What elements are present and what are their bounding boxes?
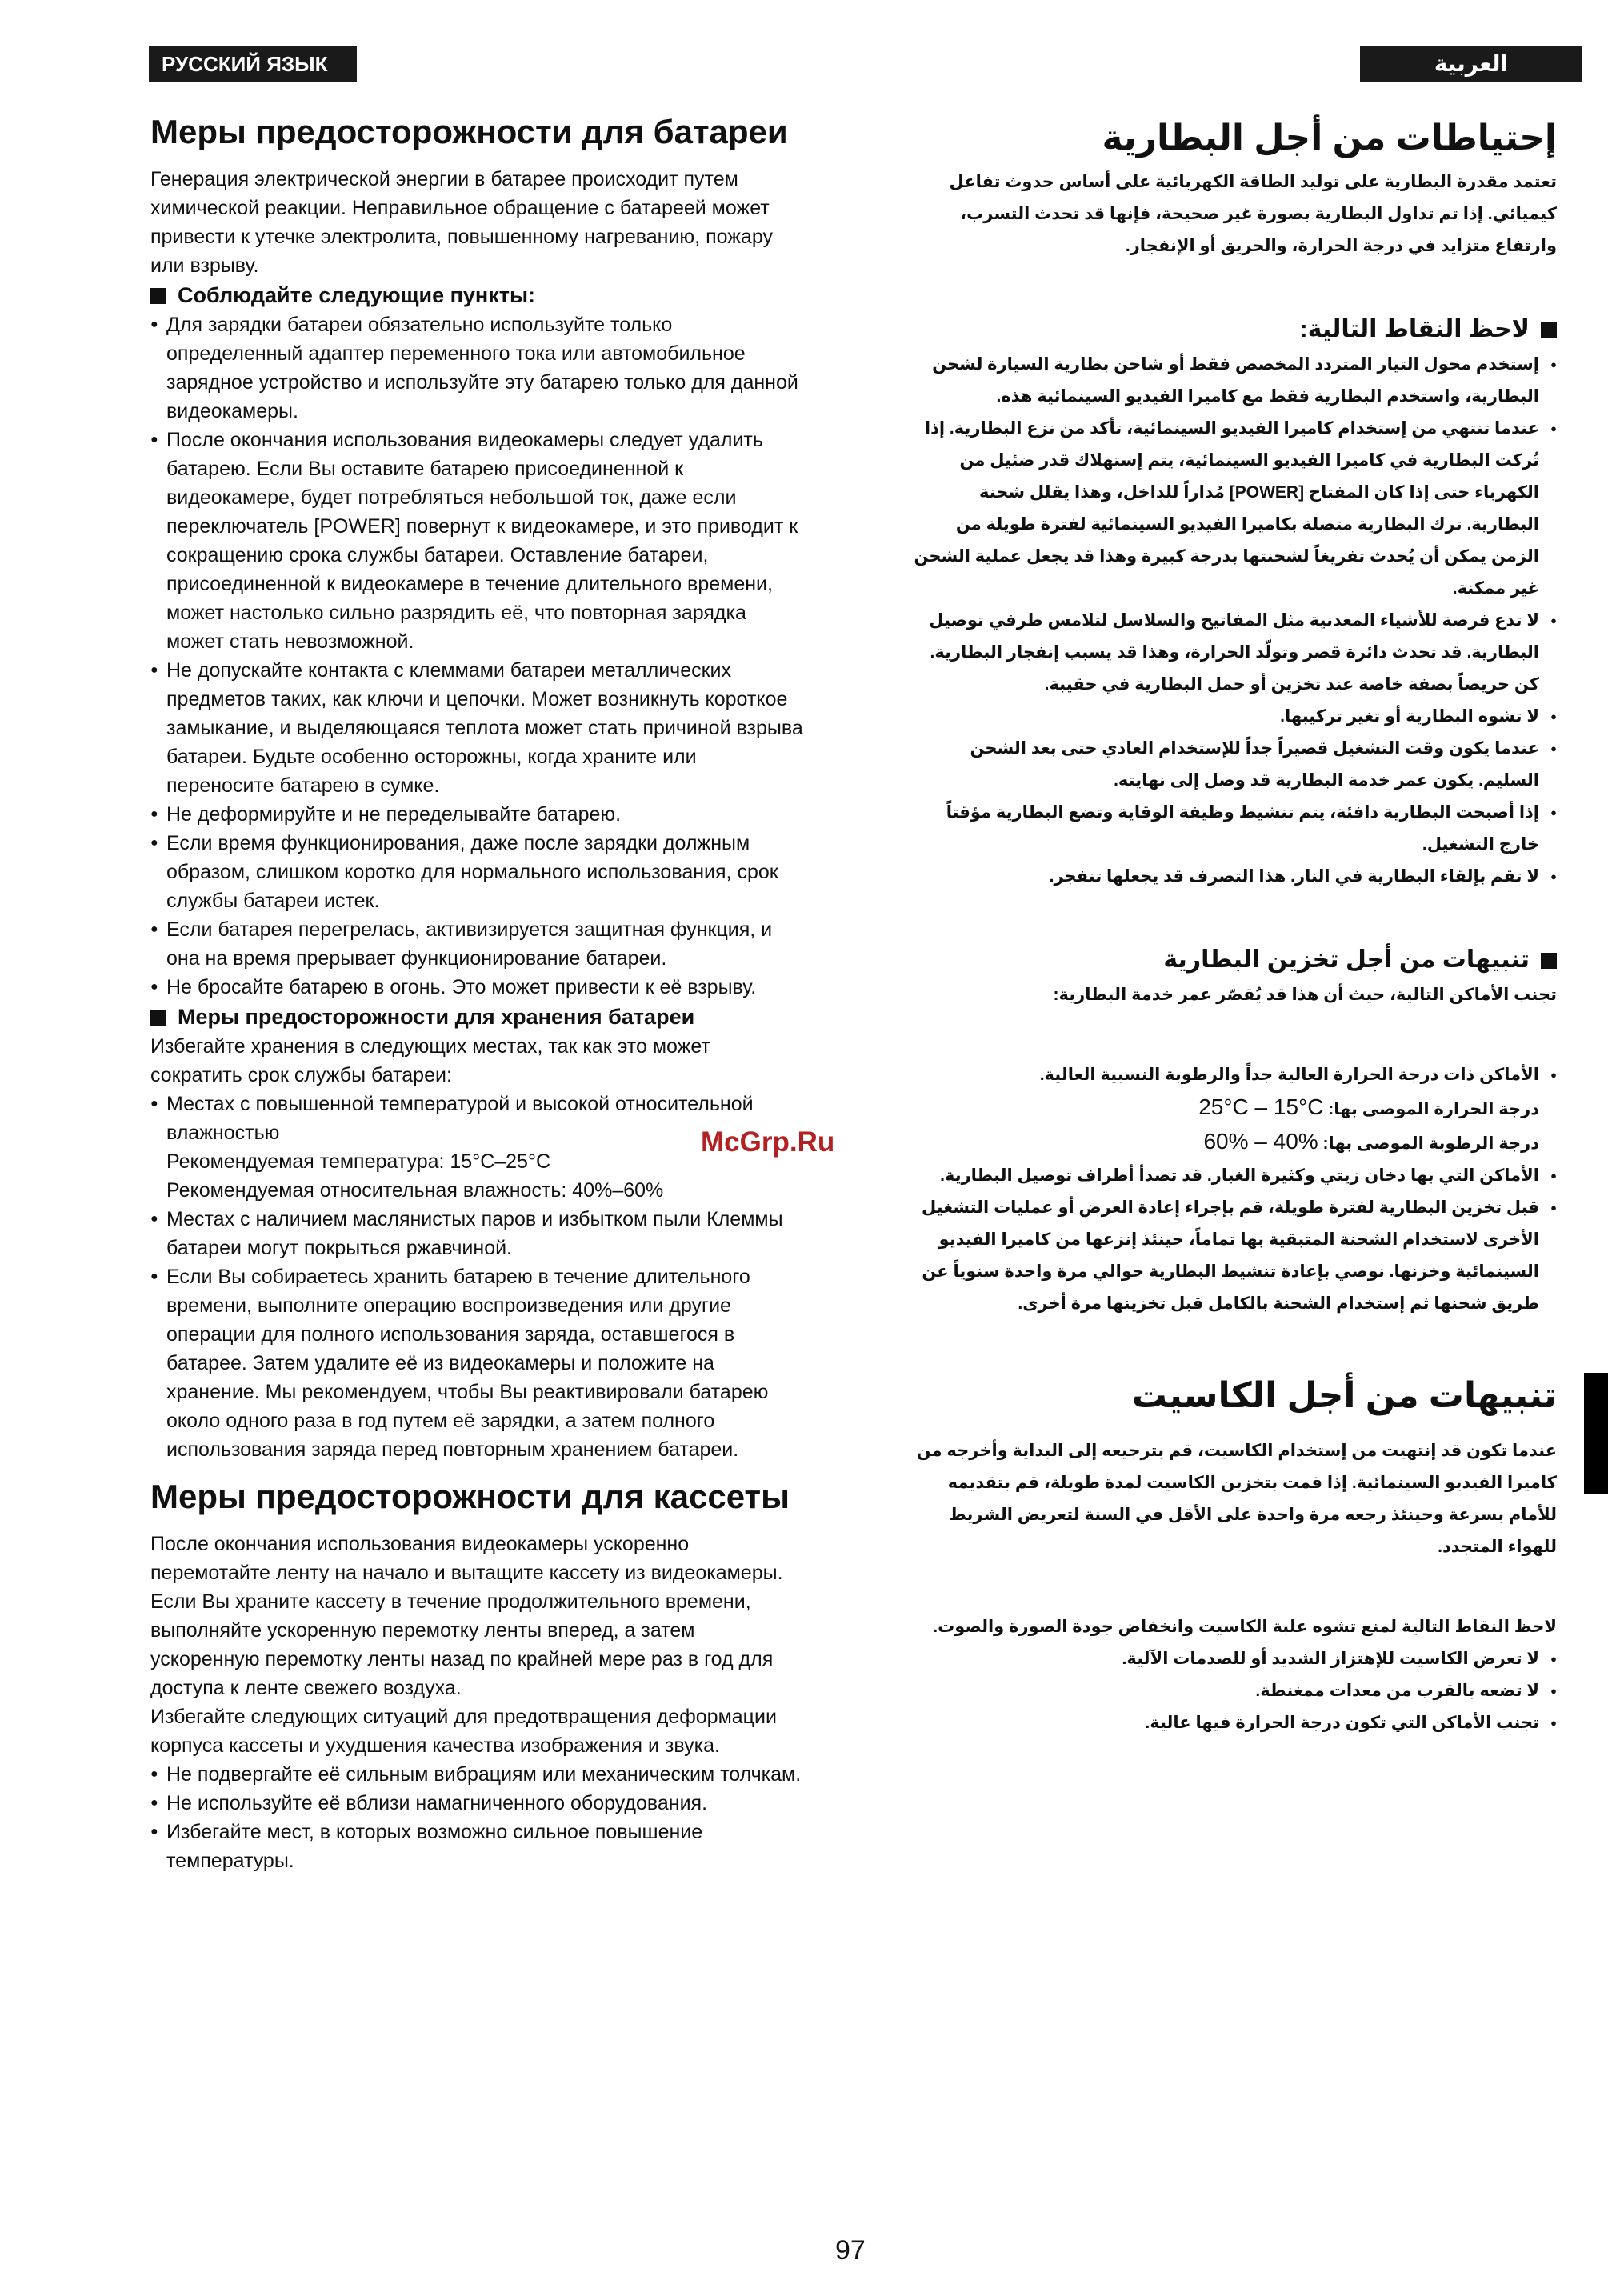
square-bullet-icon <box>150 1010 166 1026</box>
list-item: ● Если время функционирования, даже после зарядки должным образом, слишком коротко для нормального использования, срок службы батареи истек. <box>150 829 806 915</box>
ru-battery-list <box>150 310 806 1002</box>
list-item: ● Не допускайте контакта с клеммами батареи металлических предметов таких, как ключи и цепочки. Может возникнуть короткое замыкание, и выделяющаяся теплота может стать причиной взрыва батареи. Будьте особенно осторожны, когда храните или переносите батарею в сумке. <box>150 656 806 800</box>
ar-storage-title: تنبيهات من أجل تخزين البطارية <box>912 941 1557 979</box>
ru-battery-title: Меры предосторожности для батареи <box>150 113 788 150</box>
ar-cassette-title: تنبيهات من أجل الكاسيت <box>1131 1376 1557 1415</box>
ru-storage-title: Меры предосторожности для хранения батареи <box>150 1002 806 1032</box>
list-item: ● عندما تنتهي من إستخدام كاميرا الفيديو السينمائية، تأكد من نزع البطارية. إذا تُركت البطارية في كاميرا الفيديو السينمائية، يتم إستهلاك قدر ضئيل من الكهرباء حتى إذا كان المفتاح [POWER] مُداراً للداخل، وهذا يقلل شحنة البطارية. ترك البطارية متصلة بكاميرا الفيديو السينمائية لفترة طويلة من الزمن يمكن أن يُحدث تفريغاً لشحنتها بدرجة كبيرة وهذا قد يجعل عملية الشحن غير ممكنة. <box>912 413 1557 605</box>
ru-cassette-title: Меры предосторожности для кассеты <box>150 1478 790 1515</box>
list-item: ● После окончания использования видеокамеры следует удалить батарею. Если Вы оставите батарею присоединенной к видеокамере, будет потребляться небольшой ток, даже если переключатель [POWER] повернут к видеокамере, и это приводит к сокращению срока службы батареи. Оставление батареи, присоединенной к видеокамере в течение длительного времени, может настолько сильно разрядить её, что повторная зарядка может стать невозможной. <box>150 426 806 656</box>
ar-battery-title: إحتياطات من أجل البطارية <box>1102 118 1557 158</box>
ar-storage-humidity: درجة الرطوبة الموصى بها: 60% – 40% <box>1203 1129 1539 1154</box>
ru-cassette-para2: Избегайте следующих ситуаций для предотвращения деформации корпуса кассеты и ухудшения качества изображения и звука. <box>150 1706 777 1757</box>
ru-cassette-para1: После окончания использования видеокамеры ускоренно перемотайте ленту на начало и вытащите кассету из видеокамеры. Если Вы храните кассету в течение продолжительного времени, выполняйте ускоренную перемотку ленты вперед, а затем ускоренную перемотку ленты назад по крайней мере раз в год для доступа к ленте свежего воздуха. <box>150 1533 783 1699</box>
page-number: 97 <box>835 2235 866 2266</box>
section-edge-tab <box>1584 1373 1608 1494</box>
list-item: ● قبل تخزين البطارية لفترة طويلة، قم بإجراء إعادة العرض أو عمليات التشغيل الأخرى لاستخدام الشحنة المتبقية بها تماماً، حينئذ إنزعها من كاميرا الفيديو السينمائية وخزنها. نوصي بإعادة تنشيط البطارية حوالي مرة واحدة سنوياً عن طريق شحنها ثم إستخدام الشحنة بالكامل قبل تخزينها مرة أخرى. <box>912 1192 1557 1320</box>
ar-battery-subheading: لاحظ النقاط التالية: <box>912 310 1557 349</box>
ar-storage-list <box>912 1059 1557 1320</box>
list-item: ● لا تعرض الكاسيت للإهتزاز الشديد أو للصدمات الآلية. <box>912 1643 1557 1675</box>
list-item: ● Не подвергайте её сильным вибрациям или механическим толчкам. <box>150 1760 806 1789</box>
list-item: ● Не используйте её вблизи намагниченного оборудования. <box>150 1789 806 1818</box>
ru-cassette-list <box>150 1760 806 1875</box>
list-item: ● Избегайте мест, в которых возможно сильное повышение температуры. <box>150 1818 806 1875</box>
list-item: ● لا تدع فرصة للأشياء المعدنية مثل المفاتيح والسلاسل لتلامس طرفي توصيل البطارية. قد تحدث دائرة قصر وتولّد الحرارة، وهذا قد يسبب إنفجار البطارية. كن حريصاً بصفة خاصة عند تخزين أو حمل البطارية في حقيبة. <box>912 605 1557 701</box>
ru-battery-intro: Генерация электрической энергии в батарее происходит путем химической реакции. Неправильное обращение с батареей может привести к утечке электролита, повышенному нагреванию, пожару или взрыву. <box>150 168 773 277</box>
list-item: ● Если батарея перегрелась, активизируется защитная функция, и она на время прерывает функционирование батареи. <box>150 915 806 973</box>
square-bullet-icon <box>1541 322 1557 338</box>
list-item: ● Не бросайте батарею в огонь. Это может привести к её взрыву. <box>150 973 806 1002</box>
ar-cassette-para1: عندما تكون قد إنتهيت من إستخدام الكاسيت، قم بترجيعه إلى البداية وأخرجه من كاميرا الفيديو السينمائية. إذا قمت بتخزين الكاسيت لمدة طويلة، قم بتقديمه للأمام بسرعة وحينئذ رجعه مرة واحدة على الأقل في السنة لتعريض الشريط للهواء المتجدد. <box>916 1442 1557 1556</box>
ru-storage-intro: Избегайте хранения в следующих местах, так как это может сократить срок службы батареи: <box>150 1035 710 1086</box>
list-item: ● Местах с наличием маслянистых паров и избытком пыли Клеммы батареи могут покрыться ржавчиной. <box>150 1205 806 1262</box>
ru-battery-subheading: Соблюдайте следующие пункты: <box>150 280 806 310</box>
ar-cassette-list <box>912 1643 1557 1739</box>
list-item: ● الأماكن التي بها دخان زيتي وكثيرة الغبار. قد تصدأ أطراف توصيل البطارية. <box>912 1160 1557 1192</box>
list-item: ● لا تقم بإلقاء البطارية في النار. هذا التصرف قد يجعلها تنفجر. <box>912 861 1557 893</box>
square-bullet-icon <box>150 288 166 304</box>
ru-storage-humidity: Рекомендуемая относительная влажность: 40%–60% <box>166 1179 664 1202</box>
ar-battery-intro: تعتمد مقدرة البطارية على توليد الطاقة الكهربائية على أساس حدوث تفاعل كيميائي. إذا تم تداول البطارية بصورة غير صحيحة، فإنها قد تحدث التسرب، وارتفاع متزايد في درجة الحرارة، والحريق أو الإنفجار. <box>949 173 1557 255</box>
list-item: ● الأماكن ذات درجة الحرارة العالية جداً والرطوبة النسبية العالية. درجة الحرارة الموصى بها: 25°C – 15°C درجة الرطوبة الموصى بها: 60% – 40% <box>912 1059 1557 1160</box>
list-item: ● Если Вы собираетесь хранить батарею в течение длительного времени, выполните операцию воспроизведения или другие операции для полного использования заряда, оставшегося в батарее. Затем удалите её из видеокамеры и положите на хранение. Мы рекомендуем, чтобы Вы реактивировали батарею около одного раза в год путем её зарядки, а затем полного использования заряда перед повторным хранением батареи. <box>150 1262 806 1464</box>
language-label-arabic: العربية <box>1360 46 1582 82</box>
list-item: ● تجنب الأماكن التي تكون درجة الحرارة فيها عالية. <box>912 1707 1557 1739</box>
watermark: McGrp.Ru <box>701 1126 835 1158</box>
list-item: ● Не деформируйте и не переделывайте батарею. <box>150 800 806 829</box>
russian-column <box>150 110 806 1875</box>
language-label-russian: РУССКИЙ ЯЗЫК <box>149 46 357 82</box>
ar-storage-intro: تجنب الأماكن التالية، حيث أن هذا قد يُقصّر عمر خدمة البطارية: <box>1053 986 1557 1004</box>
ar-cassette-para2: لاحظ النقاط التالية لمنع تشوه علبة الكاسيت وانخفاض جودة الصورة والصوت. <box>933 1618 1557 1636</box>
list-item: ● إستخدم محول التيار المتردد المخصص فقط أو شاحن بطارية السيارة لشحن البطارية، واستخدم البطارية فقط مع كاميرا الفيديو السينمائية هذه. <box>912 349 1557 413</box>
square-bullet-icon <box>1541 953 1557 969</box>
list-item: ● Для зарядки батареи обязательно используйте только определенный адаптер переменного тока или автомобильное зарядное устройство и используйте эту батарею только для данной видеокамеры. <box>150 310 806 426</box>
arabic-column <box>912 110 1557 1739</box>
list-item: ● عندما يكون وقت التشغيل قصيراً جداً للإستخدام العادي حتى بعد الشحن السليم. يكون عمر خدمة البطارية قد وصل إلى نهايته. <box>912 733 1557 797</box>
list-item: ● Местах с повышенной температурой и высокой относительной влажностью Рекомендуемая температура: 15°C–25°C Рекомендуемая относительная влажность: 40%–60% <box>150 1090 806 1205</box>
ar-storage-temperature: درجة الحرارة الموصى بها: 25°C – 15°C <box>1198 1094 1539 1119</box>
list-item: ● لا تضعه بالقرب من معدات ممغنطة. <box>912 1675 1557 1707</box>
ar-battery-list <box>912 349 1557 893</box>
list-item: ● لا تشوه البطارية أو تغير تركيبها. <box>912 701 1557 733</box>
list-item: ● إذا أصبحت البطارية دافئة، يتم تنشيط وظيفة الوقاية وتضع البطارية مؤقتاً خارج التشغيل. <box>912 797 1557 861</box>
ru-storage-temperature: Рекомендуемая температура: 15°C–25°C <box>166 1150 551 1173</box>
